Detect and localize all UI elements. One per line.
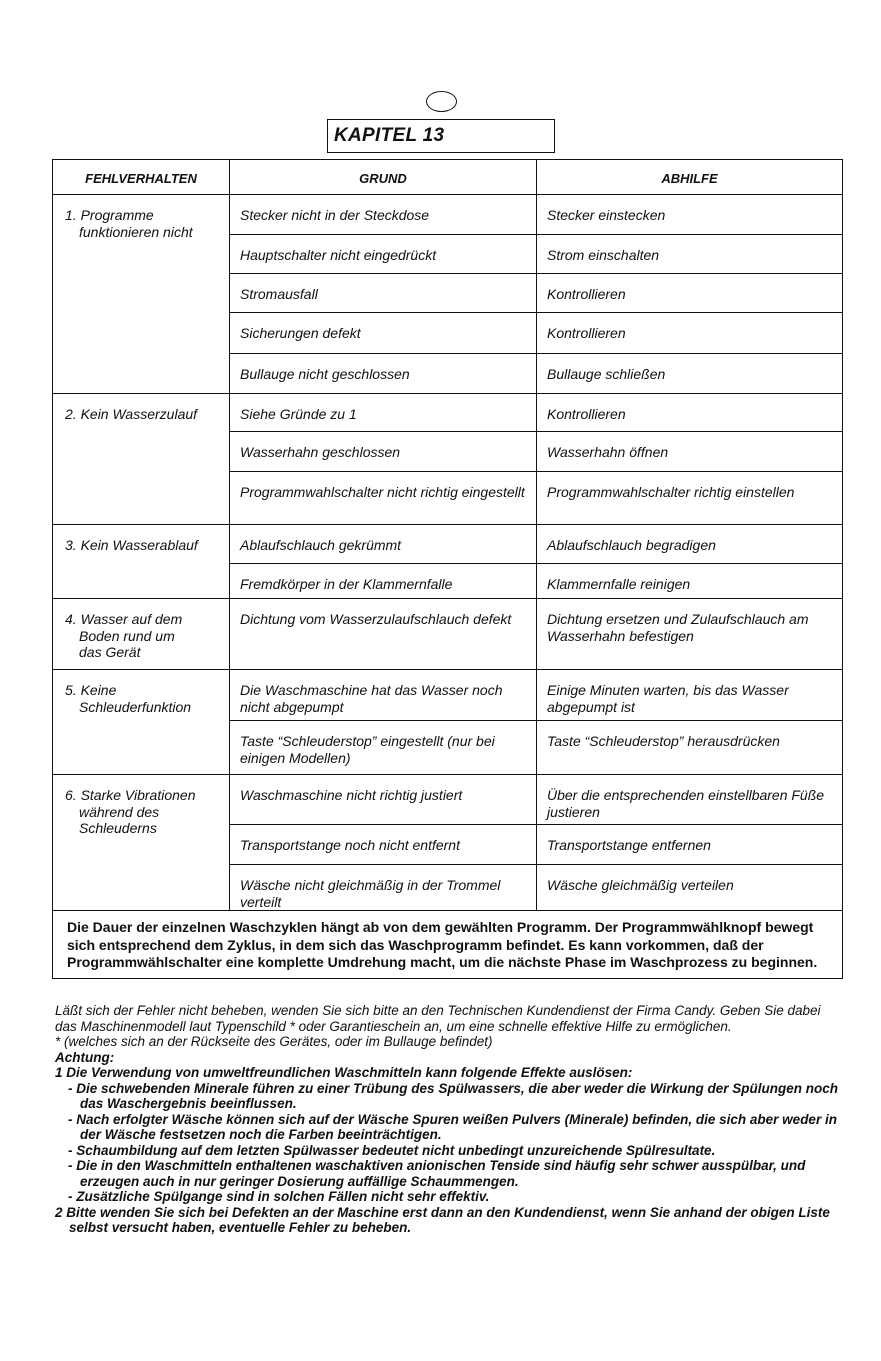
program-duration-note: Die Dauer der einzelnen Waschzyklen hängt ab von dem gewählten Programm. Der Programmwählknopf bewegt sich entsprechend dem Zyklus, in dem sich das Waschprogramm befindet. Es kann vorkommen, daß der Programmwählschalter eine komplette Umdrehung macht, um die nächste Phase im Waschprozess zu beginnen. (53, 911, 843, 979)
cause-cell: Die Waschmaschine hat das Wasser noch nicht abgepumpt (230, 670, 537, 721)
table-row (53, 394, 843, 432)
symptom-cell (53, 670, 230, 775)
remedy-cell: Wäsche gleichmäßig verteilen (537, 865, 843, 911)
cause-cell: Ablaufschlauch gekrümmt (230, 525, 537, 564)
cause-cell: Bullauge nicht geschlossen (230, 354, 537, 394)
symptom-text: 3. Kein Wasserablauf (65, 537, 198, 553)
remedy-cell: Bullauge schließen (537, 354, 843, 394)
symptom-cell (53, 599, 230, 670)
cause-cell: Siehe Gründe zu 1 (230, 394, 537, 432)
symptom-cell (53, 525, 230, 599)
remedy-cell: Stecker einstecken (537, 195, 843, 235)
column-header-cause: GRUND (230, 160, 537, 195)
table-row (53, 775, 843, 825)
language-circle-icon (426, 91, 457, 112)
remedy-cell: Programmwahlschalter richtig einstellen (537, 472, 843, 525)
remedy-cell: Strom einschalten (537, 235, 843, 274)
symptom-cell (53, 775, 230, 911)
troubleshooting-table (52, 159, 843, 979)
column-header-remedy: ABHILFE (537, 160, 843, 195)
symptom-text: 2. Kein Wasserzulauf (65, 406, 198, 422)
column-header-symptom: FEHLVERHALTEN (53, 160, 230, 195)
table-row (53, 599, 843, 670)
attention-point-2: 2 Bitte wenden Sie sich bei Defekten an der Maschine erst dann an den Kundendienst, wenn Sie anhand der obigen Liste selbst versucht haben, eventuelle Fehler zu beheben. (55, 1204, 830, 1235)
remedy-cell: Kontrollieren (537, 313, 843, 354)
remedy-cell: Kontrollieren (537, 394, 843, 432)
note-row (53, 911, 843, 979)
symptom-cell (53, 195, 230, 394)
attention-bullet: - Nach erfolgter Wäsche können sich auf der Wäsche Spuren weißen Pulvers (Minerale) befinden, die sich aber weder in der Wäsche festsetzen noch die Farben beeinträchtigen. (68, 1111, 837, 1142)
remedy-cell: Ablaufschlauch begradigen (537, 525, 843, 564)
cause-cell: Hauptschalter nicht eingedrückt (230, 235, 537, 274)
symptom-text: 6. Starke Vibrationen während des Schleuderns (65, 787, 196, 836)
table-row (53, 670, 843, 721)
remedy-cell: Wasserhahn öffnen (537, 432, 843, 472)
service-text: Läßt sich der Fehler nicht beheben, wenden Sie sich bitte an den Technischen Kundendienst der Firma Candy. Geben Sie dabei das Maschinenmodell laut Typenschild * oder Garantieschein an, um eine schnelle effektive Hilfe zu ermöglichen. (55, 1003, 821, 1034)
remedy-cell: Taste “Schleuderstop” herausdrücken (537, 721, 843, 775)
attention-bullet: - Die schwebenden Minerale führen zu einer Trübung des Spülwassers, die aber weder die Wirkung der Spülungen noch das Waschergebnis beeinflussen. (68, 1080, 839, 1111)
cause-cell: Stromausfall (230, 274, 537, 313)
cause-cell: Stecker nicht in der Steckdose (230, 195, 537, 235)
attention-bullet: - Schaumbildung auf dem letzten Spülwasser bedeutet nicht unbedingt unzureichende Spülresultate. (68, 1142, 716, 1158)
attention-title: Achtung: (55, 1049, 115, 1065)
cause-cell: Fremdkörper in der Klammernfalle (230, 564, 537, 599)
cause-cell: Taste “Schleuderstop” eingestellt (nur bei einigen Modellen) (230, 721, 537, 775)
footnote: * (welches sich an der Rückseite des Gerätes, oder im Bullauge befindet) (55, 1034, 493, 1049)
chapter-title: KAPITEL 13 (327, 119, 555, 153)
symptom-cell (53, 394, 230, 525)
symptom-text: 5. Keine Schleuderfunktion (65, 682, 192, 715)
footer-notes (55, 1003, 845, 1236)
cause-cell: Wasserhahn geschlossen (230, 432, 537, 472)
symptom-text: 4. Wasser auf dem Boden rund um das Gerät (65, 611, 183, 660)
table-row (53, 525, 843, 564)
remedy-cell: Transportstange entfernen (537, 825, 843, 865)
cause-cell: Wäsche nicht gleichmäßig in der Trommel verteilt (230, 865, 537, 911)
cause-cell: Waschmaschine nicht richtig justiert (230, 775, 537, 825)
remedy-cell: Über die entsprechenden einstellbaren Füße justieren (537, 775, 843, 825)
cause-cell: Sicherungen defekt (230, 313, 537, 354)
attention-bullet: - Die in den Waschmitteln enthaltenen waschaktiven anionischen Tenside sind häufig sehr schwer ausspülbar, und erzeugen auch in nur geringer Dosierung auffällige Schaummengen. (68, 1158, 806, 1189)
remedy-cell: Dichtung ersetzen und Zulaufschlauch am Wasserhahn befestigen (537, 599, 843, 670)
cause-cell: Transportstange noch nicht entfernt (230, 825, 537, 865)
cause-cell: Dichtung vom Wasserzulaufschlauch defekt (230, 599, 537, 670)
attention-point-1: 1 Die Verwendung von umweltfreundlichen Waschmitteln kann folgende Effekte auslösen: (55, 1065, 633, 1080)
remedy-cell: Kontrollieren (537, 274, 843, 313)
attention-bullet: - Zusätzliche Spülgange sind in solchen Fällen nicht sehr effektiv. (68, 1189, 490, 1204)
cause-cell: Programmwahlschalter nicht richtig eingestellt (230, 472, 537, 525)
remedy-cell: Einige Minuten warten, bis das Wasser abgepumpt ist (537, 670, 843, 721)
table-row (53, 195, 843, 235)
remedy-cell: Klammernfalle reinigen (537, 564, 843, 599)
table-header-row (53, 160, 843, 195)
symptom-text: 1. Programme funktionieren nicht (65, 207, 193, 240)
